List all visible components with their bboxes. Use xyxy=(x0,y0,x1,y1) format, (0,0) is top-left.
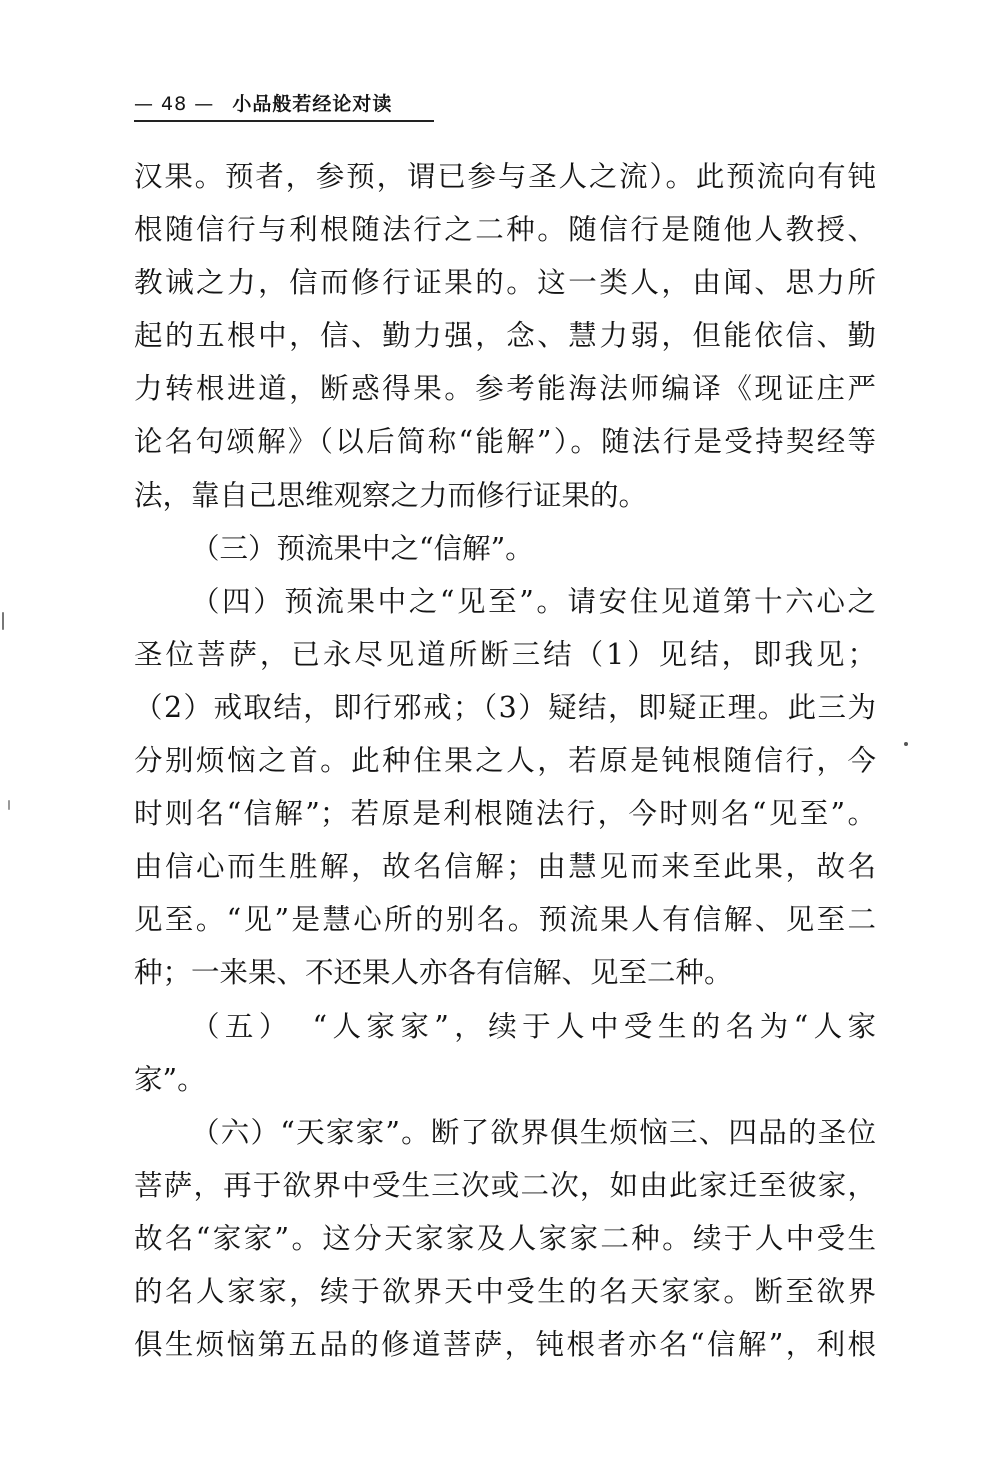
book-title: 小品般若经论对读 xyxy=(232,93,393,115)
text-line: 的名人家家，续于欲界天中受生的名天家家。断至欲界 xyxy=(134,1274,876,1308)
text-line: （三）预流果中之“信解”。 xyxy=(191,531,534,565)
text-line: 根随信行与利根随法行之二种。随信行是随他人教授、 xyxy=(134,213,876,247)
body-text xyxy=(134,150,876,1371)
text-line: 教诫之力，信而修行证果的。这一类人，由闻、思力所 xyxy=(134,266,876,300)
text-line: （四）预流果中之“见至”。请安住见道第十六心之 xyxy=(191,584,876,618)
text-line: 起的五根中，信、勤力强，念、慧力弱，但能依信、勤 xyxy=(134,319,876,353)
text-line: 见至。“见”是慧心所的别名。预流果人有信解、见至二 xyxy=(134,903,876,937)
text-line: 菩萨，再于欲界中受生三次或二次，如由此家迁至彼家， xyxy=(134,1168,876,1202)
text-line: 力转根进道，断惑得果。参考能海法师编译《现证庄严 xyxy=(134,372,876,406)
scan-speck xyxy=(904,742,908,746)
text-line: 故名“家家”。这分天家家及人家家二种。续于人中受生 xyxy=(134,1221,876,1255)
running-header xyxy=(134,90,434,122)
text-line: （2）戒取结，即行邪戒；（3）疑结，即疑正理。此三为 xyxy=(134,690,876,724)
text-line: 种；一来果、不还果人亦各有信解、见至二种。 xyxy=(134,956,733,990)
text-line: 由信心而生胜解，故名信解；由慧见而来至此果，故名 xyxy=(134,850,876,884)
text-line: 分别烦恼之首。此种住果之人，若原是钝根随信行，今 xyxy=(134,744,876,778)
page-number: — 48 — xyxy=(134,93,215,115)
text-line: 圣位菩萨，已永尽见道所断三结（1）见结，即我见； xyxy=(134,637,876,671)
scan-speck xyxy=(2,612,4,630)
scan-speck xyxy=(8,800,10,810)
text-line: （六）“天家家”。断了欲界俱生烦恼三、四品的圣位 xyxy=(191,1115,876,1149)
text-line: 汉果。预者，参预，谓已参与圣人之流）。此预流向有钝 xyxy=(134,160,876,193)
text-line: 法，靠自己思维观察之力而修行证果的。 xyxy=(134,478,648,512)
text-line: 时则名“信解”；若原是利根随法行，今时则名“见至”。 xyxy=(134,797,876,831)
text-line: 俱生烦恼第五品的修道菩萨，钝根者亦名“信解”，利根 xyxy=(134,1328,876,1362)
text-line: 家”。 xyxy=(134,1062,206,1096)
text-line: 论名句颂解》（以后简称“能解”）。随法行是受持契经等 xyxy=(134,425,876,459)
text-line: （五） “人家家”，续于人中受生的名为“人家 xyxy=(191,1009,876,1043)
